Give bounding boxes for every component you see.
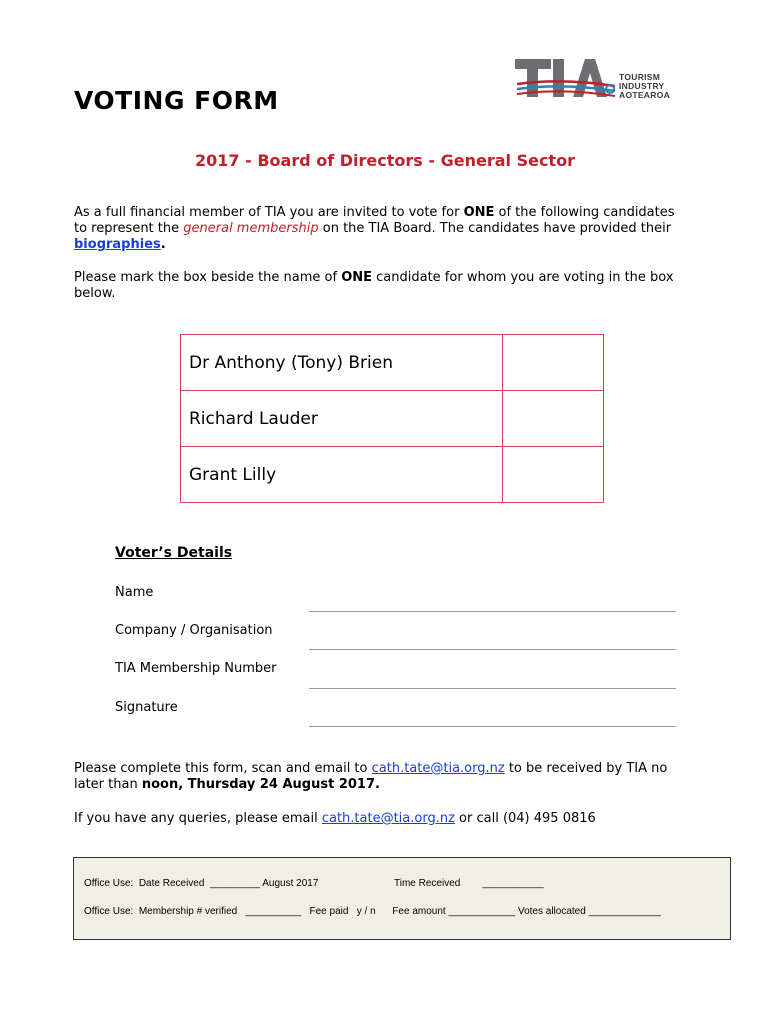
logo-wordmark	[619, 73, 670, 100]
candidate-row	[181, 447, 604, 503]
one-emphasis: ONE	[341, 270, 373, 285]
tia-logo-mark	[513, 56, 619, 108]
office-date-received: Office Use: Date Received _________ August 2017	[84, 878, 319, 889]
candidate-table	[180, 334, 604, 503]
company-label: Company / Organisation	[115, 623, 273, 638]
office-time-received: Time Received ___________	[394, 878, 544, 889]
candidate-name: Grant Lilly	[181, 447, 503, 503]
deadline-text: noon, Thursday 24 August 2017.	[141, 777, 380, 792]
logo-line: AOTEAROA	[619, 90, 671, 100]
office-membership-verified: Office Use: Membership # verified __________ Fee paid y / n Fee amount ____________ Votes allocated _____________	[84, 906, 661, 917]
instruction-paragraph	[74, 270, 684, 302]
candidate-name: Dr Anthony (Tony) Brien	[181, 335, 503, 391]
tia-logo	[513, 56, 683, 108]
intro-text: .	[160, 237, 166, 252]
biographies-link[interactable]: biographies	[74, 237, 161, 252]
candidate-row	[181, 391, 604, 447]
voter-details-heading: Voter’s Details	[115, 545, 233, 561]
name-label: Name	[115, 585, 154, 600]
intro-text: on the TIA Board. The candidates have provided their	[318, 221, 672, 236]
vote-checkbox[interactable]	[503, 391, 604, 447]
general-membership-emphasis: general membership	[183, 221, 319, 236]
email-link[interactable]: cath.tate@tia.org.nz	[371, 761, 505, 776]
membership-number-label: TIA Membership Number	[115, 661, 277, 676]
signature-field[interactable]	[309, 726, 676, 727]
queries-paragraph	[74, 811, 684, 827]
membership-number-field[interactable]	[309, 688, 676, 689]
vote-checkbox[interactable]	[503, 447, 604, 503]
signature-label: Signature	[115, 700, 178, 715]
instruction-text: candidate for whom you are voting in the box below.	[74, 270, 674, 301]
intro-text: As a full financial member of TIA you are invited to vote for	[74, 205, 464, 220]
submission-paragraph	[74, 761, 684, 793]
queries-text: or call (04) 495 0816	[454, 811, 596, 826]
candidate-name: Richard Lauder	[181, 391, 503, 447]
logo-line: INDUSTRY	[619, 81, 665, 91]
submission-text: to be received by TIA no later than	[74, 761, 668, 792]
vote-checkbox[interactable]	[503, 335, 604, 391]
name-field[interactable]	[309, 611, 676, 612]
intro-paragraph	[74, 205, 684, 253]
intro-text: of the following candidates to represent the	[74, 205, 675, 236]
instruction-text: Please mark the box beside the name of	[74, 270, 342, 285]
queries-email-link[interactable]: cath.tate@tia.org.nz	[321, 811, 455, 826]
logo-line: TOURISM	[619, 72, 661, 82]
office-use-box	[73, 857, 731, 940]
submission-text: Please complete this form, scan and email to	[74, 761, 372, 776]
candidate-row	[181, 335, 604, 391]
page-subtitle: 2017 - Board of Directors - General Sector	[195, 151, 575, 170]
one-emphasis: ONE	[463, 205, 495, 220]
queries-text: If you have any queries, please email	[74, 811, 322, 826]
page-title: VOTING FORM	[74, 86, 279, 115]
company-field[interactable]	[309, 649, 676, 650]
